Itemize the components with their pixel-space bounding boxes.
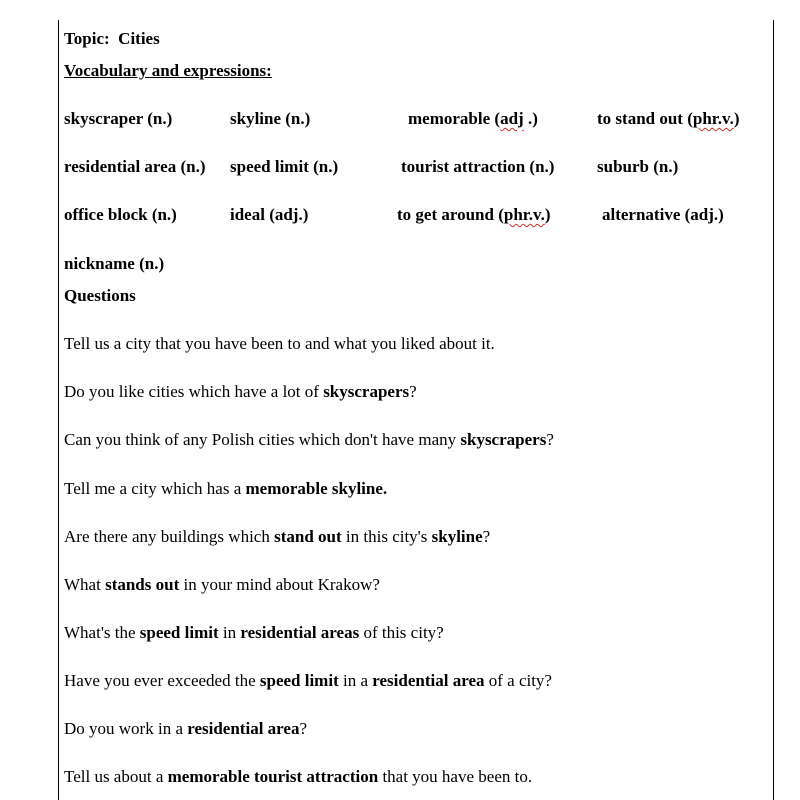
vocab-heading: Vocabulary and expressions:	[64, 61, 272, 80]
vocab-memorable	[408, 109, 538, 129]
spellcheck-squiggle: phr.v.	[692, 109, 734, 128]
question-text: ?	[409, 382, 417, 401]
question-text: ?	[482, 527, 491, 546]
vocab-suburb: suburb (n.)	[597, 157, 679, 176]
question-text: Tell me a city which has a	[64, 479, 246, 498]
question-text: ?	[546, 430, 554, 449]
vocab-ideal: ideal (adj.)	[230, 205, 309, 224]
question-text: ?	[299, 719, 307, 738]
question-keyword: memorable tourist attraction	[167, 767, 379, 786]
question-keyword: skyline	[431, 527, 483, 546]
vocab-skyline: skyline (n.)	[230, 109, 311, 128]
question-8	[64, 671, 552, 691]
page-border-left	[58, 20, 59, 800]
question-text: Are there any buildings which	[64, 527, 275, 546]
question-text: of a city?	[484, 671, 552, 690]
question-keyword: skyscrapers	[460, 430, 547, 449]
question-keyword: stand out	[274, 527, 342, 546]
vocab-get-around-text: to get around (	[397, 205, 504, 224]
question-keyword: skyscrapers	[323, 382, 410, 401]
topic-label: Topic:	[64, 29, 110, 48]
vocab-skyscraper: skyscraper (n.)	[64, 109, 173, 128]
question-1	[64, 334, 495, 354]
question-keyword: memorable skyline.	[245, 479, 388, 498]
question-text: that you have been to.	[378, 767, 533, 786]
question-3	[64, 430, 554, 450]
question-7	[64, 623, 444, 643]
question-text: What	[64, 575, 106, 594]
question-text: in this city's	[341, 527, 432, 546]
vocab-memorable-close: .)	[523, 109, 538, 128]
topic-line	[64, 29, 160, 49]
question-text: in	[218, 623, 241, 642]
question-keyword: residential area	[187, 719, 300, 738]
vocab-residential-area: residential area (n.)	[64, 157, 206, 176]
vocab-speed-limit: speed limit (n.)	[230, 157, 339, 176]
question-text: Tell us about a	[64, 767, 168, 786]
question-5	[64, 527, 490, 547]
vocab-tourist-attraction: tourist attraction (n.)	[401, 157, 555, 176]
question-text: Tell us a city that you have been to and what you liked about it.	[64, 334, 495, 353]
vocab-memorable-text: memorable (	[408, 109, 501, 128]
question-4	[64, 479, 387, 499]
vocab-alternative: alternative (adj.)	[602, 205, 724, 224]
question-keyword: residential area	[372, 671, 485, 690]
question-text: in your mind about Krakow?	[179, 575, 380, 594]
page-border-right	[773, 20, 774, 800]
question-text: Do you work in a	[64, 719, 188, 738]
vocab-get-around	[397, 205, 551, 225]
vocab-nickname: nickname (n.)	[64, 254, 165, 273]
question-2	[64, 382, 417, 402]
spellcheck-squiggle: adj	[500, 109, 524, 128]
question-keyword: speed limit	[259, 671, 339, 690]
question-text: What's the	[64, 623, 140, 642]
question-keyword: residential areas	[240, 623, 360, 642]
question-text: Can you think of any Polish cities which don't have many	[64, 430, 461, 449]
question-6	[64, 575, 380, 595]
question-text: Have you ever exceeded the	[64, 671, 260, 690]
question-9	[64, 719, 307, 739]
vocab-office-block: office block (n.)	[64, 205, 177, 224]
question-text: in a	[338, 671, 373, 690]
spellcheck-squiggle: phr.v.	[503, 205, 545, 224]
question-text: Do you like cities which have a lot of	[64, 382, 324, 401]
question-keyword: stands out	[105, 575, 180, 594]
question-keyword: speed limit	[139, 623, 219, 642]
vocab-get-around-close: )	[544, 205, 551, 224]
vocab-stand-out-text: to stand out (	[597, 109, 693, 128]
question-10	[64, 767, 532, 787]
questions-heading: Questions	[64, 286, 136, 305]
vocab-stand-out-close: )	[733, 109, 740, 128]
topic-value: Cities	[118, 29, 160, 48]
question-text: of this city?	[359, 623, 444, 642]
vocab-stand-out	[597, 109, 740, 129]
